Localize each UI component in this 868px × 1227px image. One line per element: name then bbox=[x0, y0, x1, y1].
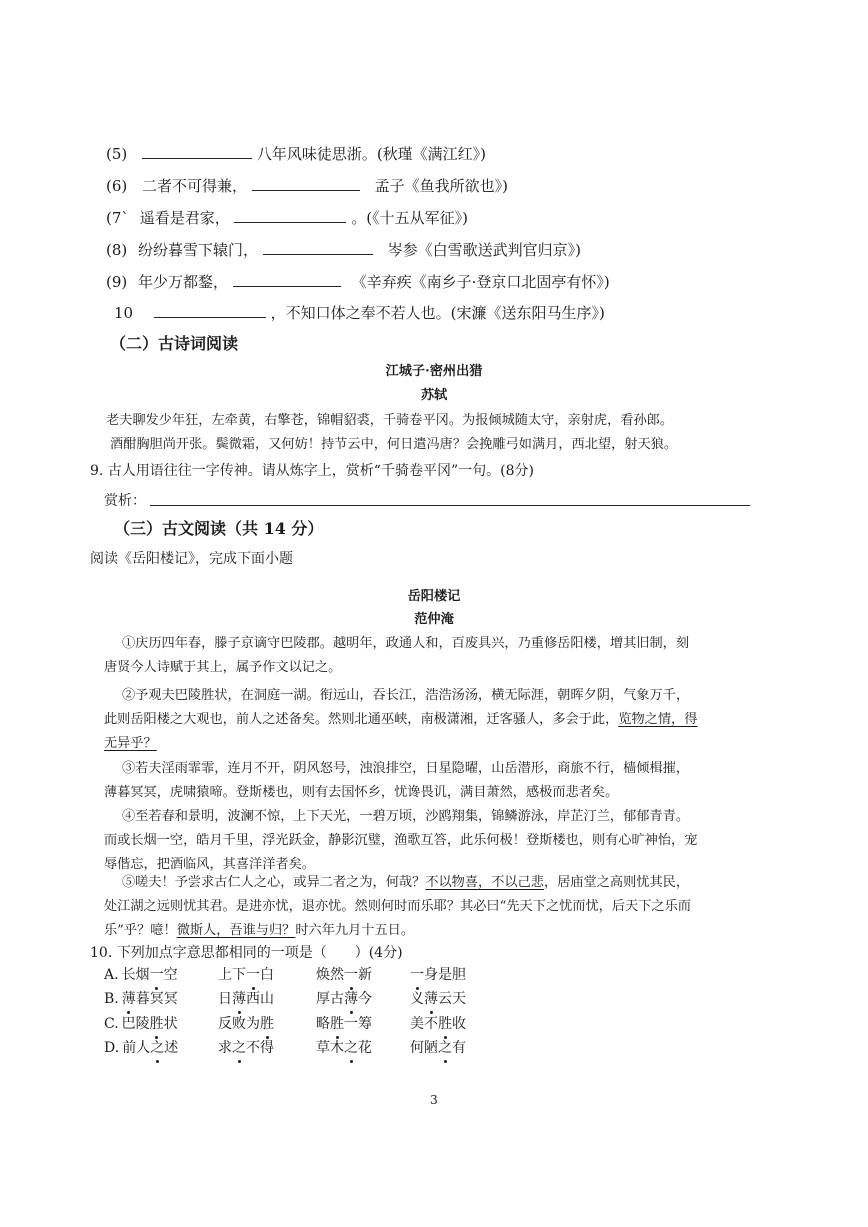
phrase-part: 云天 bbox=[438, 991, 466, 1007]
item-number: (5) bbox=[106, 145, 128, 163]
fill-item-6 bbox=[106, 175, 508, 196]
essay-title: 岳阳楼记 bbox=[407, 589, 461, 604]
phrase-part: 求 bbox=[218, 1040, 232, 1056]
fill-item-7 bbox=[106, 207, 468, 228]
dotted-character: 一 bbox=[150, 964, 164, 984]
dotted-character: 胜 bbox=[438, 1013, 452, 1033]
dotted-character: 之 bbox=[232, 1037, 246, 1057]
essay-text: 此则岳阳楼之大观也，前人之述备矣。然则北通巫峡，南极潇湘，迁客骚人，多会于此， bbox=[104, 712, 619, 727]
item-text-before: 纷纷暮雪下辕门， bbox=[138, 241, 259, 259]
essay-text: ，居庙堂之高则忧其民， bbox=[544, 875, 690, 890]
essay-line bbox=[122, 871, 689, 890]
fill-item-10 bbox=[114, 302, 605, 323]
phrase-part: 有 bbox=[452, 1040, 466, 1056]
phrase-part: 巴陵 bbox=[121, 1016, 150, 1032]
item-text-before: 遥看是君家， bbox=[139, 209, 230, 227]
item-text-after: 孟子《鱼我所欲也》) bbox=[374, 177, 508, 195]
item-number: (6) bbox=[106, 177, 128, 195]
option-phrase bbox=[104, 1013, 178, 1033]
option-label: B. bbox=[104, 991, 119, 1007]
phrase-part: 长烟 bbox=[121, 967, 150, 983]
option-label: C. bbox=[104, 1016, 119, 1032]
underlined-sentence: 不以物喜，不以己悲 bbox=[425, 875, 544, 890]
phrase-part: 西山 bbox=[246, 991, 274, 1007]
option-phrase bbox=[410, 1037, 466, 1057]
phrase-part: 焕然 bbox=[316, 967, 344, 983]
phrase-part: 义 bbox=[410, 991, 424, 1007]
essay-line: 辱偕忘，把酒临风，其喜洋洋者矣。 bbox=[104, 857, 315, 872]
phrase-part: 何陋 bbox=[410, 1040, 438, 1056]
option-phrase bbox=[316, 1013, 372, 1033]
poem-line: 老夫聊发少年狂，左牵黄，右擎苍，锦帽貂裘，千骑卷平冈。为报倾城随太守，亲射虎，看孙郎。 bbox=[106, 413, 674, 428]
poem-title: 江城子·密州出猎 bbox=[385, 364, 483, 379]
option-label: A. bbox=[104, 967, 119, 983]
item-text-after: 八年风味徒思浙。(秋瑾《满江红》) bbox=[256, 145, 487, 163]
essay-line bbox=[104, 708, 697, 727]
essay-line: ④至若春和景明，波澜不惊，上下天光，一碧万顷，沙鸥翔集，锦鳞游泳，岸芷汀兰，郁郁青青。 bbox=[122, 809, 690, 824]
answer-blank[interactable] bbox=[142, 145, 252, 159]
essay-line: 处江湖之远则忧其君。是进亦忧，退亦忧。然则何时而乐耶？其必曰“先天下之忧而忧，后天下之乐而 bbox=[104, 899, 691, 914]
underlined-sentence: 无异乎？ bbox=[104, 736, 157, 751]
essay-line: ③若夫淫雨霏霏，连月不开，阴风怒号，浊浪排空，日星隐曜，山岳潜形，商旅不行，樯倾楫摧， bbox=[122, 761, 690, 776]
phrase-part: 空 bbox=[163, 967, 178, 983]
answer-blank[interactable] bbox=[252, 177, 360, 191]
essay-line bbox=[104, 919, 414, 938]
phrase-part: 厚古 bbox=[316, 991, 344, 1007]
phrase-part: 新 bbox=[358, 967, 372, 983]
option-phrase bbox=[104, 964, 178, 984]
item-text-after: 。(《十五从军征》) bbox=[351, 209, 468, 227]
poem-author: 苏轼 bbox=[420, 388, 448, 403]
option-phrase bbox=[410, 964, 466, 984]
option-label: D. bbox=[104, 1040, 120, 1056]
option-phrase bbox=[410, 1013, 466, 1033]
item-text-after: 岑参《白雪歌送武判官归京》) bbox=[387, 241, 581, 259]
underlined-sentence: 微斯人，吾谁与归？ bbox=[176, 923, 296, 938]
item-number: (7` bbox=[106, 209, 129, 227]
section-heading-classical: （三）古文阅读（共 14 分） bbox=[114, 519, 324, 538]
dotted-character: 一 bbox=[344, 964, 358, 984]
reading-instruction: 阅读《岳阳楼记》，完成下面小题 bbox=[90, 551, 293, 567]
dotted-character: 之 bbox=[438, 1037, 452, 1057]
answer-blank[interactable] bbox=[154, 304, 266, 318]
option-phrase bbox=[410, 988, 466, 1008]
answer-label: 赏析： bbox=[104, 493, 146, 509]
dotted-character: 之 bbox=[344, 1037, 358, 1057]
dotted-character: 薄 bbox=[424, 988, 438, 1008]
item-text-before: 年少万都鍪， bbox=[138, 273, 229, 291]
answer-blank[interactable] bbox=[234, 209, 346, 223]
option-phrase bbox=[218, 964, 274, 984]
option-phrase bbox=[316, 988, 372, 1008]
phrase-part: 草木 bbox=[316, 1040, 344, 1056]
option-phrase bbox=[218, 1013, 274, 1033]
option-phrase bbox=[218, 1037, 274, 1057]
fill-item-5 bbox=[106, 143, 486, 164]
page-number: 3 bbox=[430, 1093, 438, 1107]
item-number: (8) bbox=[106, 241, 128, 259]
question-9: 9. 古人用语往往一字传神。请从炼字上，赏析“千骑卷平冈”一句。(8分) bbox=[90, 463, 534, 479]
dotted-character: 薄 bbox=[122, 988, 136, 1008]
answer-line[interactable] bbox=[150, 505, 750, 506]
essay-line: 而或长烟一空，皓月千里，浮光跃金，静影沉璧，渔歌互答，此乐何极！登斯楼也，则有心旷神怡，宠 bbox=[104, 833, 698, 848]
essay-text: 乐”乎？噫！ bbox=[104, 923, 177, 938]
essay-author: 范仲淹 bbox=[414, 612, 454, 627]
phrase-part: 身是胆 bbox=[424, 967, 466, 983]
essay-line: ②予观夫巴陵胜状，在洞庭一湖。衔远山，吞长江，浩浩汤汤，横无际涯，朝晖夕阴，气象万千， bbox=[122, 688, 690, 703]
phrase-part: 一筹 bbox=[344, 1016, 372, 1032]
dotted-character: 之 bbox=[150, 1037, 164, 1057]
poem-line: 酒酣胸胆尚开张。鬓微霜，又何妨！持节云中，何日遣冯唐？会挽雕弓如满月，西北望，射天狼。 bbox=[110, 437, 678, 452]
option-phrase bbox=[316, 964, 372, 984]
phrase-part: 暮冥冥 bbox=[135, 991, 178, 1007]
dotted-character: 胜 bbox=[330, 1013, 344, 1033]
essay-text: 时六年九月十五日。 bbox=[295, 923, 415, 938]
underlined-sentence: 览物之情，得 bbox=[618, 712, 698, 727]
item-text-after: 《辛弃疾《南乡子·登京口北固亭有怀》) bbox=[351, 273, 610, 291]
phrase-part: 述 bbox=[164, 1040, 179, 1056]
answer-blank[interactable] bbox=[263, 241, 373, 255]
essay-line: 薄暮冥冥，虎啸猿啼。登斯楼也，则有去国怀乡，忧谗畏讥，满目萧然，感极而悲者矣。 bbox=[104, 785, 619, 800]
phrase-part: 今 bbox=[358, 991, 372, 1007]
section-heading-poetry: （二）古诗词阅读 bbox=[110, 334, 239, 353]
item-number: 10 bbox=[114, 304, 134, 322]
answer-blank[interactable] bbox=[233, 273, 341, 287]
fill-item-8 bbox=[106, 239, 581, 260]
phrase-part: 白 bbox=[260, 967, 274, 983]
phrase-part: 略 bbox=[316, 1016, 330, 1032]
option-phrase bbox=[218, 988, 274, 1008]
essay-line: ①庆历四年春，滕子京谪守巴陵郡。越明年，政通人和，百废具兴，乃重修岳阳楼，增其旧制，刻 bbox=[122, 636, 690, 651]
phrase-part: 不得 bbox=[246, 1040, 274, 1056]
fill-item-9 bbox=[106, 271, 610, 292]
question-10: 10. 下列加点字意思都相同的一项是（ ）(4分) bbox=[90, 945, 403, 961]
item-text-before: 二者不可得兼， bbox=[142, 177, 248, 195]
phrase-part: 状 bbox=[163, 1016, 178, 1032]
phrase-part: 美不 bbox=[410, 1016, 438, 1032]
option-phrase bbox=[104, 1037, 178, 1057]
essay-line: 唐贤今人诗赋于其上，属予作文以记之。 bbox=[104, 660, 342, 675]
option-phrase bbox=[104, 988, 178, 1008]
item-text-after: ，不知口体之奉不若人也。(宋濂《送东阳马生序》) bbox=[270, 304, 605, 322]
dotted-character: 一 bbox=[246, 964, 260, 984]
phrase-part: 上下 bbox=[218, 967, 246, 983]
dotted-character: 一 bbox=[410, 964, 424, 984]
dotted-character: 薄 bbox=[232, 988, 246, 1008]
phrase-part: 收 bbox=[452, 1016, 466, 1032]
phrase-part: 反败为 bbox=[218, 1016, 260, 1032]
option-phrase bbox=[316, 1037, 372, 1057]
phrase-part: 前人 bbox=[122, 1040, 151, 1056]
item-number: (9) bbox=[106, 273, 128, 291]
dotted-character: 胜 bbox=[260, 1013, 274, 1033]
dotted-character: 胜 bbox=[150, 1013, 164, 1033]
phrase-part: 日 bbox=[218, 991, 232, 1007]
dotted-character: 薄 bbox=[344, 988, 358, 1008]
phrase-part: 花 bbox=[358, 1040, 372, 1056]
essay-text: ⑤嗟夫！予尝求古仁人之心，或异二者之为，何哉？ bbox=[122, 875, 426, 890]
